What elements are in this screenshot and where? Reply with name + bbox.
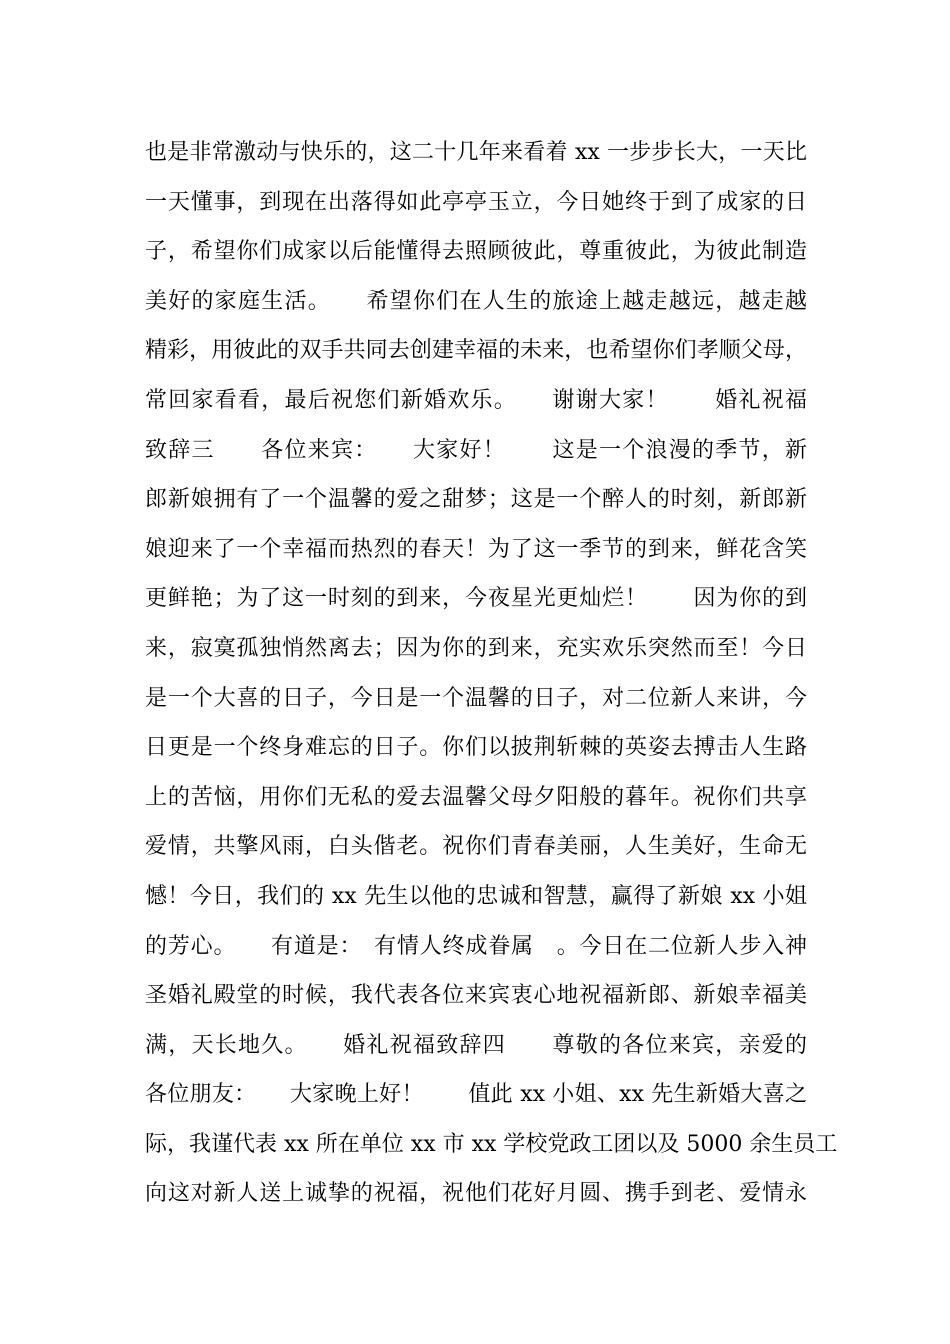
text-line: 美好的家庭生活。 希望你们在人生的旅途上越走越远，越走越 <box>145 288 807 314</box>
text-line: 更鲜艳；为了这一时刻的到来，今夜星光更灿烂！ 因为你的到 <box>145 586 807 612</box>
text-line: 子，希望你们成家以后能懂得去照顾彼此，尊重彼此，为彼此制造 <box>145 239 807 265</box>
text-line: 满，天长地久。 婚礼祝福致辞四 尊敬的各位来宾，亲爱的 <box>145 1032 807 1058</box>
text-line: 郎新娘拥有了一个温馨的爱之甜梦；这是一个醉人的时刻，新郎新 <box>145 487 807 513</box>
body-text <box>145 128 845 1219</box>
text-line: 爱情，共擎风雨，白头偕老。祝你们青春美丽，人生美好，生命无 <box>145 834 807 860</box>
text-line: 憾！今日，我们的 xx 先生以他的忠诚和智慧，赢得了新娘 xx 小姐 <box>145 883 807 909</box>
text-line: 是一个大喜的日子，今日是一个温馨的日子，对二位新人来讲，今 <box>145 685 807 711</box>
text-line: 致辞三 各位来宾： 大家好！ 这是一个浪漫的季节，新 <box>145 437 807 463</box>
text-line: 精彩，用彼此的双手共同去创建幸福的未来，也希望你们孝顺父母， <box>145 338 807 364</box>
text-line: 圣婚礼殿堂的时候，我代表各位来宾衷心地祝福新郎、新娘幸福美 <box>145 983 807 1009</box>
text-line: 上的苦恼，用你们无私的爱去温馨父母夕阳般的暮年。祝你们共享 <box>145 784 807 810</box>
text-line: 常回家看看，最后祝您们新婚欢乐。 谢谢大家！ 婚礼祝福 <box>145 387 807 413</box>
text-line: 来，寂寞孤独悄然离去；因为你的到来，充实欢乐突然而至！今日 <box>145 635 807 661</box>
text-line: 一天懂事，到现在出落得如此亭亭玉立，今日她终于到了成家的日 <box>145 189 807 215</box>
text-line: 也是非常激动与快乐的，这二十几年来看着 xx 一步步长大，一天比 <box>145 140 807 165</box>
text-line: 娘迎来了一个幸福而热烈的春天！为了这一季节的到来，鲜花含笑 <box>145 536 807 562</box>
text-line: 的芳心。 有道是： 有情人终成眷属 。今日在二位新人步入神 <box>145 933 807 959</box>
text-line: 各位朋友： 大家晚上好！ 值此 xx 小姐、xx 先生新婚大喜之 <box>145 1082 807 1108</box>
text-line: 向这对新人送上诚挚的祝福，祝他们花好月圆、携手到老、爱情永 <box>145 1181 807 1207</box>
text-line: 日更是一个终身难忘的日子。你们以披荆斩棘的英姿去搏击人生路 <box>145 735 807 761</box>
text-line: 际，我谨代表 xx 所在单位 xx 市 xx 学校党政工团以及 5000 余生员工 <box>145 1131 838 1157</box>
